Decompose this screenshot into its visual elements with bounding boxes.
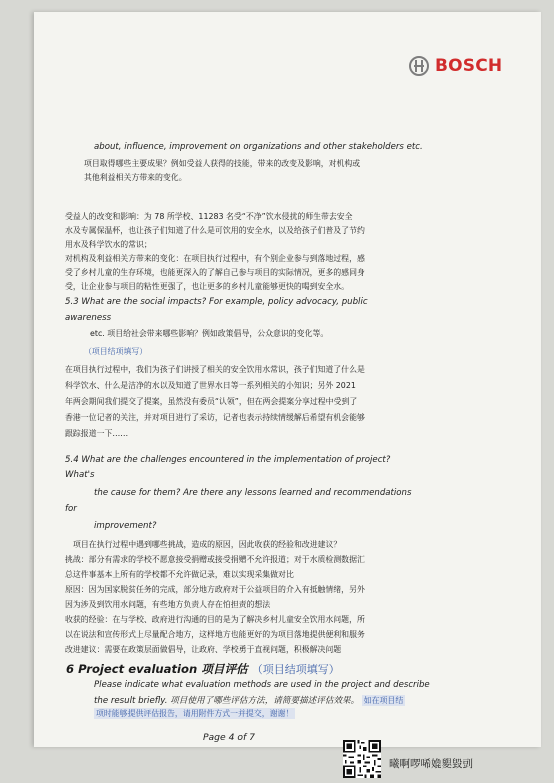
text-line: improvement? [94, 521, 157, 531]
fill-at-completion-note: （项目结项填写） [251, 663, 340, 676]
text-span: the result briefly. 项目使用了哪些评估方法，请简要描述评估效果。 [94, 696, 360, 706]
text-line [94, 694, 405, 706]
text-line: 原因：因为国家脱贫任务的完成，部分地方政府对于公益项目的介入有抵触情绪，另外 [65, 585, 365, 594]
text-line: 项目在执行过程中遇到哪些挑战，造成的原因，因此收获的经验和改进建议？ [73, 540, 342, 549]
text-line: 项目取得哪些主要成果？例如受益人获得的技能，带来的改变及影响，对机构或 [84, 159, 361, 168]
bosch-logo [409, 54, 502, 78]
bosch-armature-icon [409, 56, 429, 76]
text-line: 跟踪报道一下…… [65, 429, 129, 438]
text-line: for [65, 504, 77, 514]
text-line: 挑战：部分有需求的学校不愿意接受捐赠或接受捐赠不允许报道；对于水质检测数据汇 [65, 555, 365, 564]
section-heading-5-4: 5.4 What are the challenges encountered in the implementation of project? [65, 455, 391, 465]
text-line: 以在说法和宣传形式上尽量配合地方，这样地方也能更好的为项目落地提供便利和服务 [65, 630, 365, 639]
section-heading-6-title: 6 Project evaluation 项目评估 [66, 662, 248, 676]
text-line: Please indicate what evaluation methods are used in the project and describe [94, 680, 430, 690]
text-line: 收获的经验：在与学校、政府进行沟通的目的是为了解决乡村儿童安全饮用水问题，所 [65, 615, 365, 624]
text-line: 总这件事基本上所有的学校都不允许做记录，难以实现采集做对比 [65, 570, 294, 579]
page-number: Page 4 of 7 [203, 732, 255, 743]
text-line: 对机构及利益相关方带来的变化：在项目执行过程中，有个别企业参与到落地过程，感 [65, 254, 365, 263]
text-line: 科学饮水、什么是洁净的水以及知道了世界水日等一系列相关的小知识；另外 2021 [65, 381, 356, 390]
text-line: 受，让企业参与项目的粘性更强了，也让更多的乡村儿童能够更快的喝到安全水。 [65, 282, 350, 291]
logo-text: BOSCH [435, 56, 503, 76]
highlighted-request [94, 708, 295, 719]
text-line: awareness [65, 313, 112, 323]
text-line: 水及专属保温杯，也让孩子们知道了什么是可饮用的安全水，以及给孩子们普及了节约 [65, 226, 365, 235]
section-heading-5-3: 5.3 What are the social impacts? For example, policy advocacy, public [65, 297, 368, 307]
text-line: 香港一位记者的关注，并对项目进行了采访，记者也表示持续情缓解后希望有机会能够 [65, 413, 365, 422]
text-line: about, influence, improvement on organizations and other stakeholders etc. [94, 142, 423, 152]
section-heading-6 [66, 661, 340, 677]
text-line: 其他利益相关方带来的变化。 [84, 173, 187, 182]
footer-caption: 曦啊啰唏嫓夓毀剅 [389, 758, 473, 770]
highlighted-request-text: 项时能够提供评估报告，请用附件方式一并提交，谢谢！ [96, 709, 294, 718]
text-line: the cause for them? Are there any lessons learned and recommendations [94, 488, 412, 498]
text-line: 在项目执行过程中，我们为孩子们讲授了相关的安全饮用水常识，孩子们知道了什么是 [65, 365, 365, 374]
text-line: 受益人的改变和影响：为 78 所学校、11283 名受“不净”饮水侵扰的师生带去安全 [65, 212, 353, 221]
text-line: 受了乡村儿童的生存环境，也能更深入的了解自己参与项目的实际情况，更多的感同身 [65, 268, 365, 277]
text-line: What's [65, 470, 95, 480]
qr-code[interactable] [343, 740, 381, 778]
text-line: 年两会期间我们提交了提案，虽然没有委员“认领”，但在两会提案分享过程中受到了 [65, 397, 358, 406]
highlighted-request: 如在项目结 [363, 696, 404, 705]
text-line: 因为涉及到饮用水问题，有些地方负责人存在怕担责的想法 [65, 600, 271, 609]
fill-at-completion-note: （项目结项填写） [84, 347, 148, 356]
text-line: 用水及科学饮水的常识； [65, 240, 152, 249]
text-line: 改进建议：需要在政策层面做倡导，让政府、学校勇于直视问题，积极解决问题 [65, 645, 342, 654]
text-line: etc. 项目给社会带来哪些影响？例如政策倡导，公众意识的变化等。 [90, 329, 329, 338]
